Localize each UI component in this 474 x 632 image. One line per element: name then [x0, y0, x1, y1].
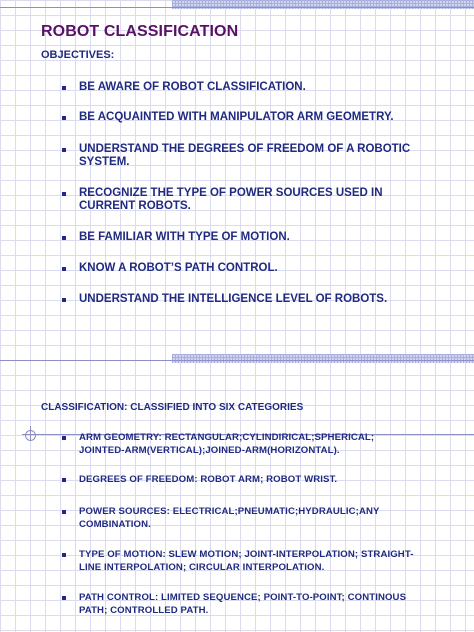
list-item: POWER SOURCES: ELECTRICAL;PNEUMATIC;HYDRAULIC;ANY COMBINATION.	[62, 505, 422, 531]
decorative-ring-icon	[25, 430, 36, 441]
bullet-square-icon	[62, 236, 66, 240]
bullet-square-icon	[62, 267, 66, 271]
list-item: ARM GEOMETRY: RECTANGULAR;CYLINDIRICAL;SPHERICAL; JOINTED-ARM(VERTICAL);JOINED-ARM(HORIZONTAL).	[62, 431, 422, 457]
decorative-header-bar	[172, 354, 474, 363]
bullet-square-icon	[62, 553, 66, 557]
list-item: BE FAMILIAR WITH TYPE OF MOTION.	[62, 231, 442, 244]
header-rule	[0, 7, 474, 8]
bullet-square-icon	[62, 148, 66, 152]
bullet-square-icon	[62, 116, 66, 120]
bullet-square-icon	[62, 436, 66, 440]
classification-heading: CLASSIFICATION: CLASSIFIED INTO SIX CATEGORIES	[41, 402, 304, 413]
bullet-square-icon	[62, 86, 66, 90]
objectives-heading: OBJECTIVES:	[41, 49, 115, 61]
bullet-square-icon	[62, 298, 66, 302]
slide-title: ROBOT CLASSIFICATION	[41, 23, 239, 40]
list-item: TYPE OF MOTION: SLEW MOTION; JOINT-INTERPOLATION; STRAIGHT-LINE INTERPOLATION; CIRCULAR INTERPOLATION.	[62, 548, 422, 574]
list-item: RECOGNIZE THE TYPE OF POWER SOURCES USED IN CURRENT ROBOTS.	[62, 187, 412, 213]
bullet-square-icon	[62, 192, 66, 196]
list-item: UNDERSTAND THE INTELLIGENCE LEVEL OF ROBOTS.	[62, 293, 442, 306]
header-rule	[0, 360, 474, 361]
bullet-square-icon	[62, 596, 66, 600]
list-item: BE AWARE OF ROBOT CLASSIFICATION.	[62, 81, 442, 94]
bullet-square-icon	[62, 510, 66, 514]
list-item: KNOW A ROBOT’S PATH CONTROL.	[62, 262, 442, 275]
slide-classification	[0, 316, 474, 632]
bullet-square-icon	[62, 478, 66, 482]
list-item: PATH CONTROL: LIMITED SEQUENCE; POINT-TO-POINT; CONTINOUS PATH; CONTROLLED PATH.	[62, 591, 422, 617]
list-item: BE ACQUAINTED WITH MANIPULATOR ARM GEOMETRY.	[62, 111, 442, 124]
list-item: DEGREES OF FREEDOM: ROBOT ARM; ROBOT WRIST.	[62, 473, 442, 486]
list-item: UNDERSTAND THE DEGREES OF FREEDOM OF A ROBOTIC SYSTEM.	[62, 143, 432, 169]
